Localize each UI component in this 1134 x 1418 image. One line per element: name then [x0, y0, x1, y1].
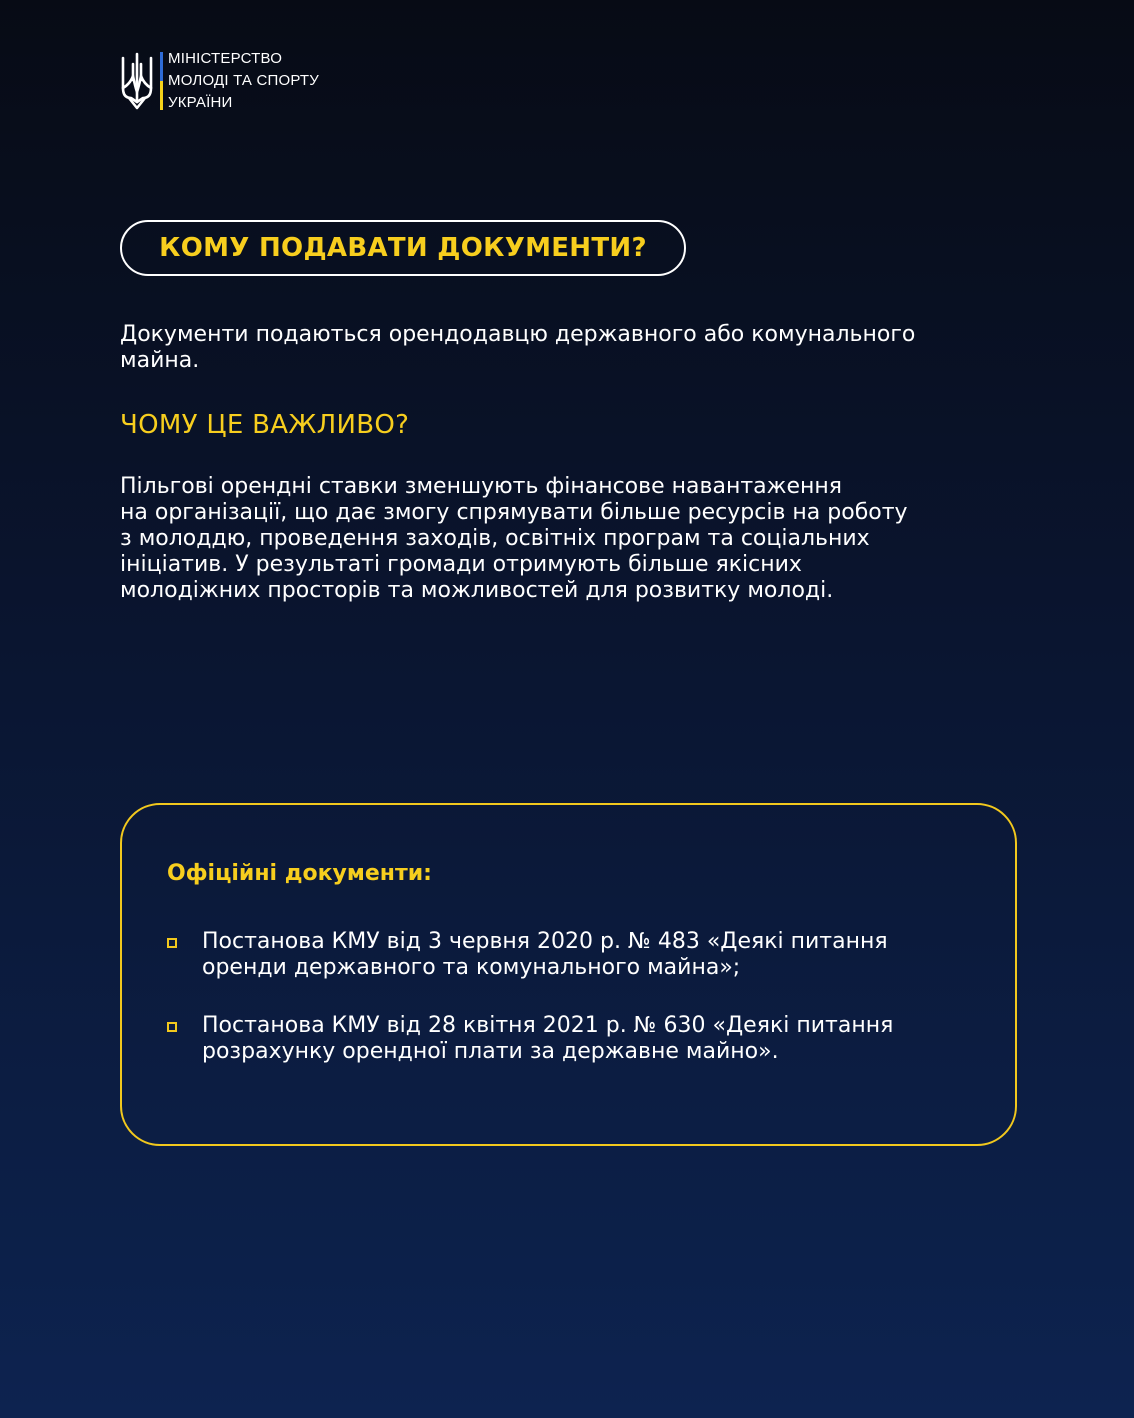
doc-item-text: Постанова КМУ від 3 червня 2020 р. № 483 «Деякі питання оренди державного та комунального майна»; [202, 929, 888, 980]
ministry-logo [120, 48, 319, 114]
docs-title: Офіційні документи: [167, 861, 432, 886]
doc-item-text: Постанова КМУ від 28 квітня 2021 р. № 630 «Деякі питання розрахунку орендної плати за державне майно». [202, 1013, 894, 1064]
why-heading: ЧОМУ ЦЕ ВАЖЛИВО? [120, 410, 410, 440]
ministry-name-line-1: МІНІСТЕРСТВО [168, 50, 283, 67]
ministry-name-line-2: МОЛОДІ ТА СПОРТУ [168, 72, 320, 89]
ministry-name [168, 48, 319, 114]
official-documents-box [120, 803, 1017, 1146]
flag-divider [160, 52, 163, 110]
square-bullet-icon [167, 938, 177, 948]
docs-list [167, 929, 997, 1097]
ministry-name-line-3: УКРАЇНИ [168, 94, 233, 111]
trident-icon [120, 52, 154, 110]
title-pill [120, 220, 686, 276]
page-title: КОМУ ПОДАВАТИ ДОКУМЕНТИ? [159, 233, 647, 263]
square-bullet-icon [167, 1022, 177, 1032]
list-item [167, 1013, 997, 1065]
intro-text: Документи подаються орендодавцю державного або комунального майна. [120, 322, 916, 373]
why-body-text: Пільгові орендні ставки зменшують фінансове навантаження на організації, що дає змогу спрямувати більше ресурсів на роботу з молоддю, проведення заходів, освітніх програм та соціальних ініціатив. У результаті громади отримують більше якісних молодіжних просторів та можливостей для розвитку молоді. [120, 474, 908, 603]
list-item [167, 929, 997, 981]
